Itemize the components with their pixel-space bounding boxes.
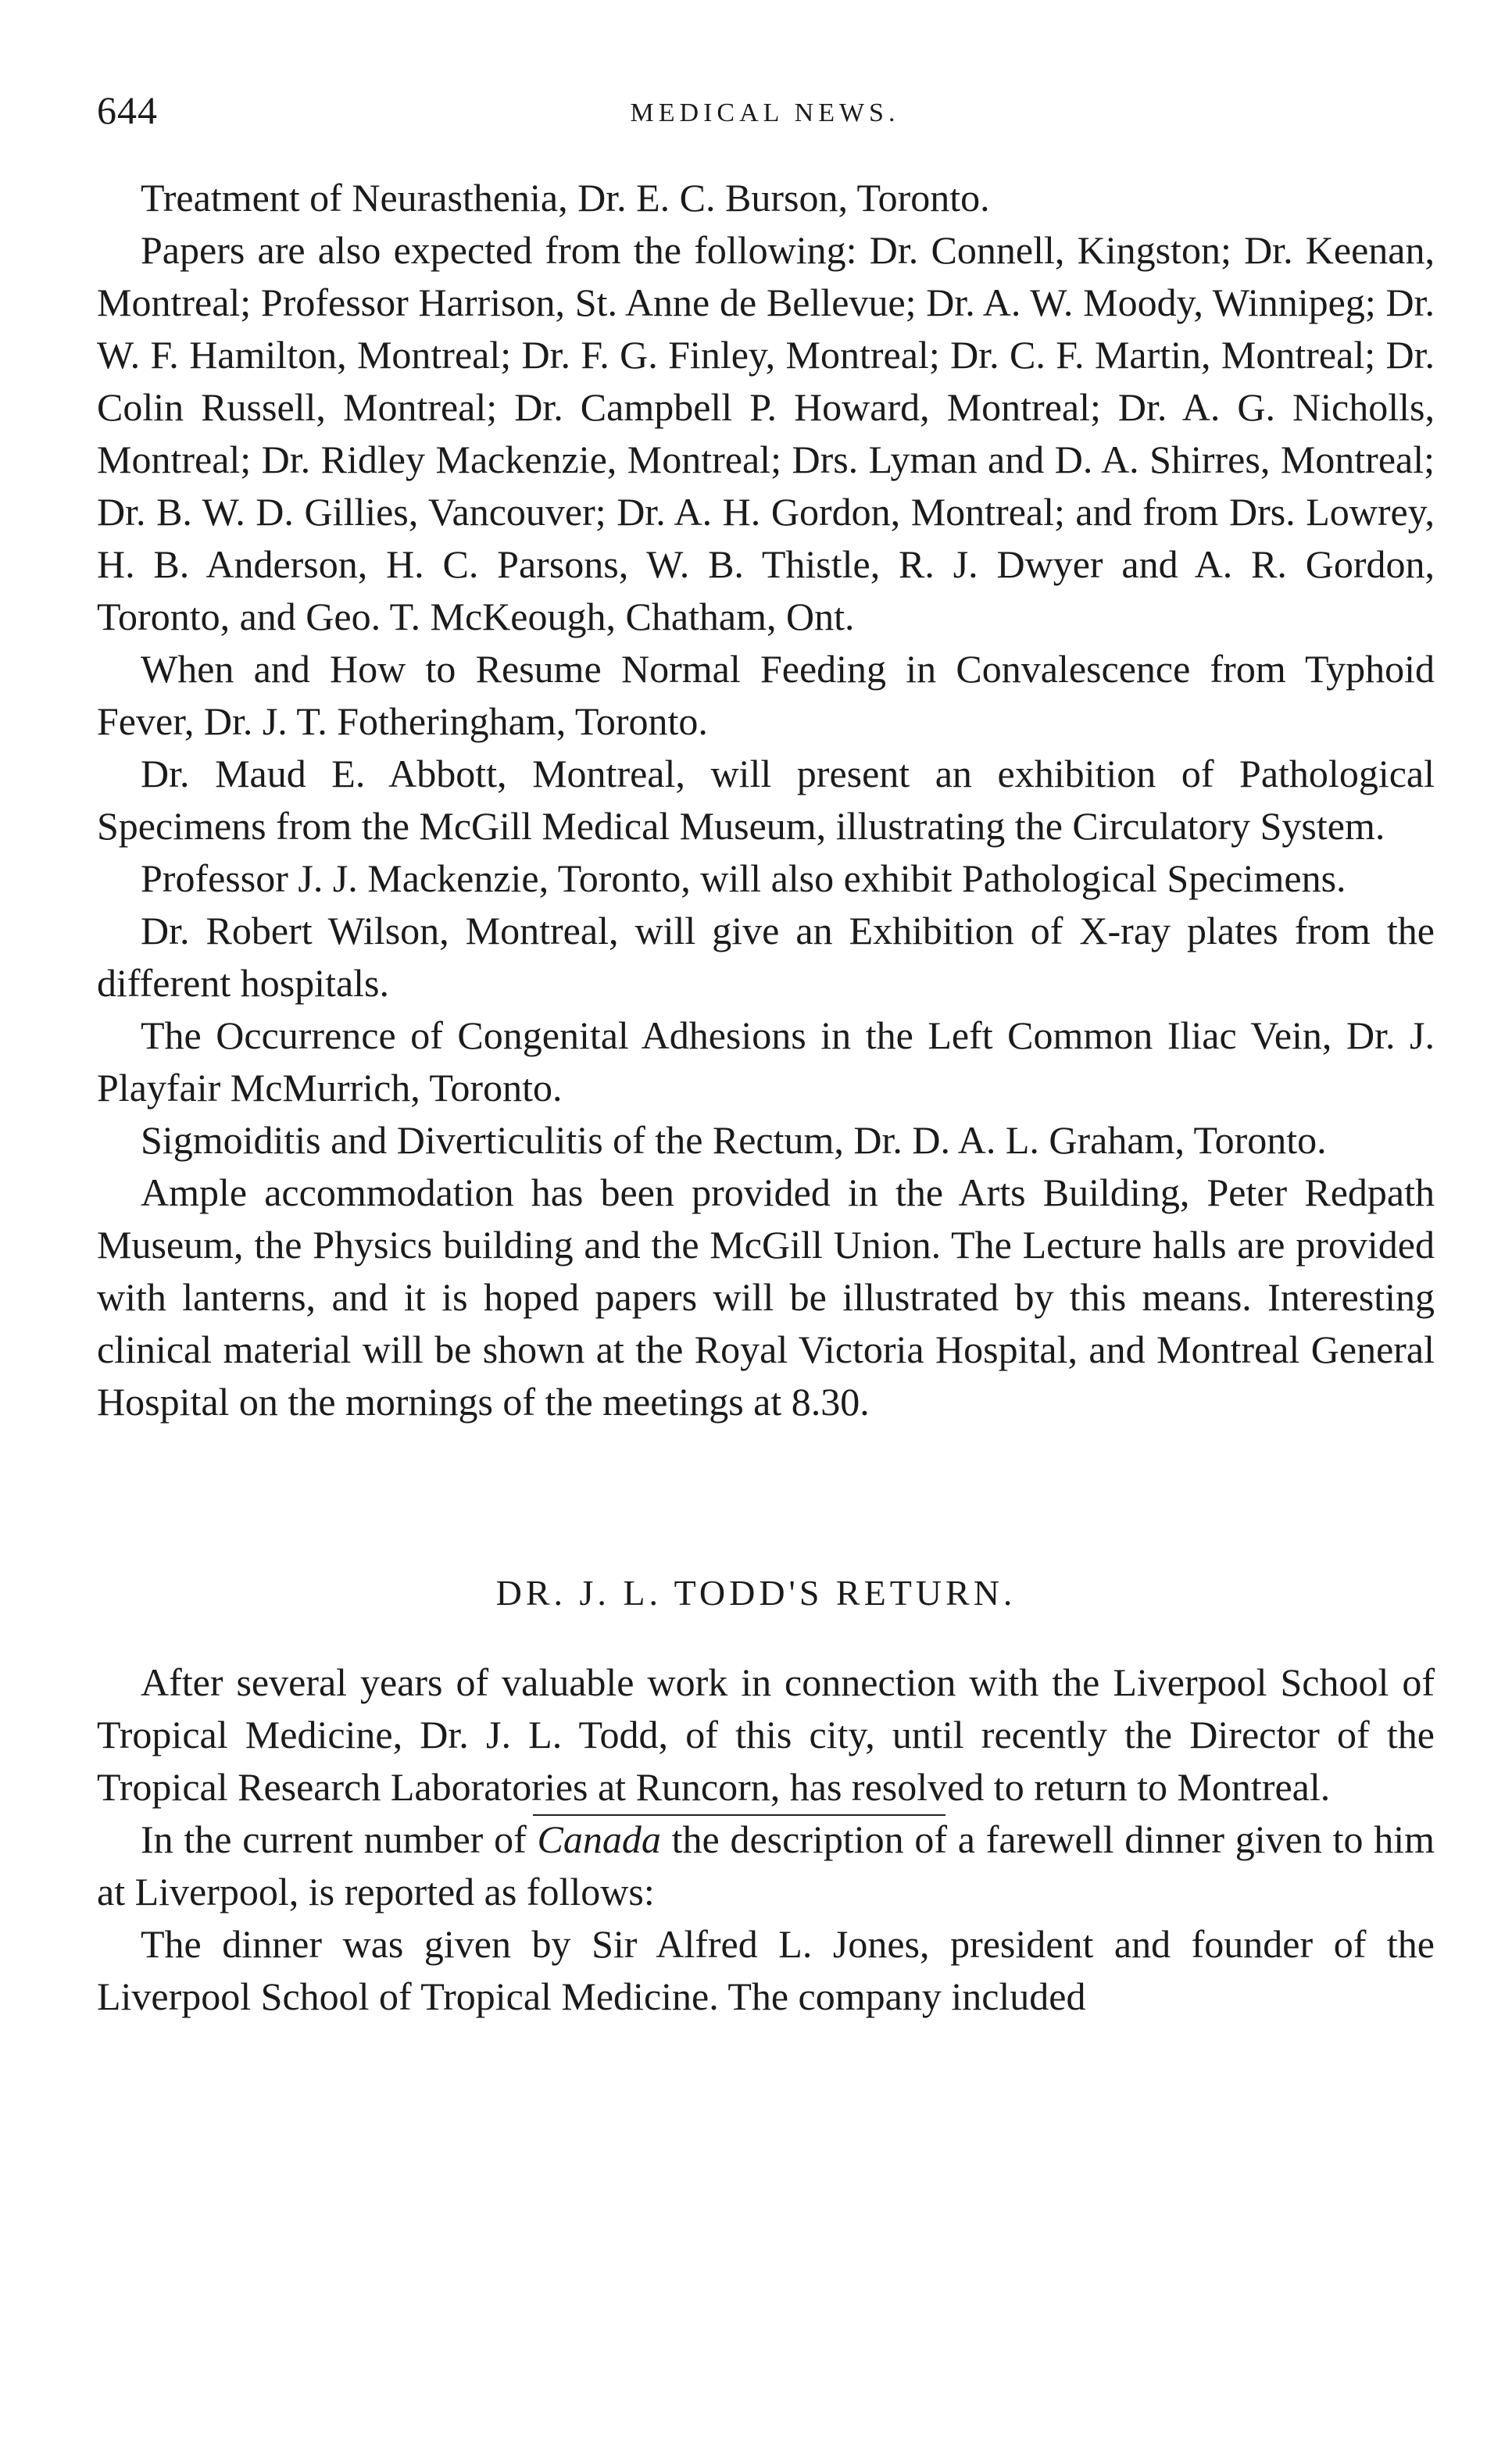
paragraph-wilson-xray: Dr. Robert Wilson, Montreal, will give an Exhibition of X-ray plates from the different hospitals. [97, 909, 1435, 1005]
journal-title: MEDICAL NEWS. [630, 98, 900, 127]
meeting-program-text [97, 172, 1435, 1428]
paragraph-todd-return: After several years of valuable work in connection with the Liverpool School of Tropical Medicine, Dr. J. L. Todd, of this city, until recently the Director of the Tropical Research Laboratories at Runcorn, has resolved to return to Montreal. [97, 1660, 1435, 1809]
farewell-text-after: the description of a farewell dinner given to him at Liverpool, is reported as follows: [97, 1817, 1435, 1914]
paragraph-abbott-exhibition: Dr. Maud E. Abbott, Montreal, will present an exhibition of Pathological Specimens from the McGill Medical Museum, illustrating the Circulatory System. [97, 752, 1435, 848]
todd-return-article [97, 1656, 1435, 2023]
paragraph-sigmoiditis: Sigmoiditis and Diverticulitis of the Rectum, Dr. D. A. L. Graham, Toronto. [141, 1118, 1327, 1162]
section-heading: DR. J. L. TODD'S RETURN. [495, 1573, 1017, 1613]
paragraph-iliac-vein: The Occurrence of Congenital Adhesions in the Left Common Iliac Vein, Dr. J. Playfair McMurrich, Toronto. [97, 1013, 1435, 1110]
farewell-text-before: In the current number of [141, 1817, 538, 1861]
paragraph-neurasthenia: Treatment of Neurasthenia, Dr. E. C. Burson, Toronto. [141, 176, 990, 220]
publication-title-canada: Canada [537, 1817, 661, 1861]
paragraph-farewell-dinner [97, 1813, 1435, 1918]
running-head [97, 88, 1433, 142]
paragraph-mackenzie-specimens: Professor J. J. Mackenzie, Toronto, will also exhibit Pathological Specimens. [141, 856, 1346, 900]
paragraph-dinner-host: The dinner was given by Sir Alfred L. Jones, president and founder of the Liverpool School of Tropical Medicine. The company included [97, 1922, 1435, 2018]
page-number: 644 [97, 88, 158, 132]
paragraph-expected-papers: Papers are also expected from the following: Dr. Connell, Kingston; Dr. Keenan, Montreal; Professor Harrison, St. Anne de Bellevue; Dr. A. W. Moody, Winnipeg; Dr. W. F. Hamilton, Montreal; Dr. F. G. Finley, Montreal; Dr. C. F. Martin, Montreal; Dr. Colin Russell, Montreal; Dr. Campbell P. Howard, Montreal; Dr. A. G. Nicholls, Montreal; Dr. Ridley Mackenzie, Montreal; Drs. Lyman and D. A. Shirres, Montreal; Dr. B. W. D. Gillies, Vancouver; Dr. A. H. Gordon, Montreal; and from Drs. Lowrey, H. B. Anderson, H. C. Parsons, W. B. Thistle, R. J. Dwyer and A. R. Gordon, Toronto, and Geo. T. McKeough, Chatham, Ont. [97, 228, 1435, 638]
paragraph-accommodation: Ample accommodation has been provided in the Arts Building, Peter Redpath Museum, the Physics building and the McGill Union. The Lecture halls are provided with lanterns, and it is hoped papers will be illustrated by this means. Interesting clinical material will be shown at the Royal Victoria Hospital, and Montreal General Hospital on the mornings of the meetings at 8.30. [97, 1170, 1435, 1424]
paragraph-typhoid-feeding: When and How to Resume Normal Feeding in Convalescence from Typhoid Fever, Dr. J. T. Fotheringham, Toronto. [97, 647, 1435, 743]
